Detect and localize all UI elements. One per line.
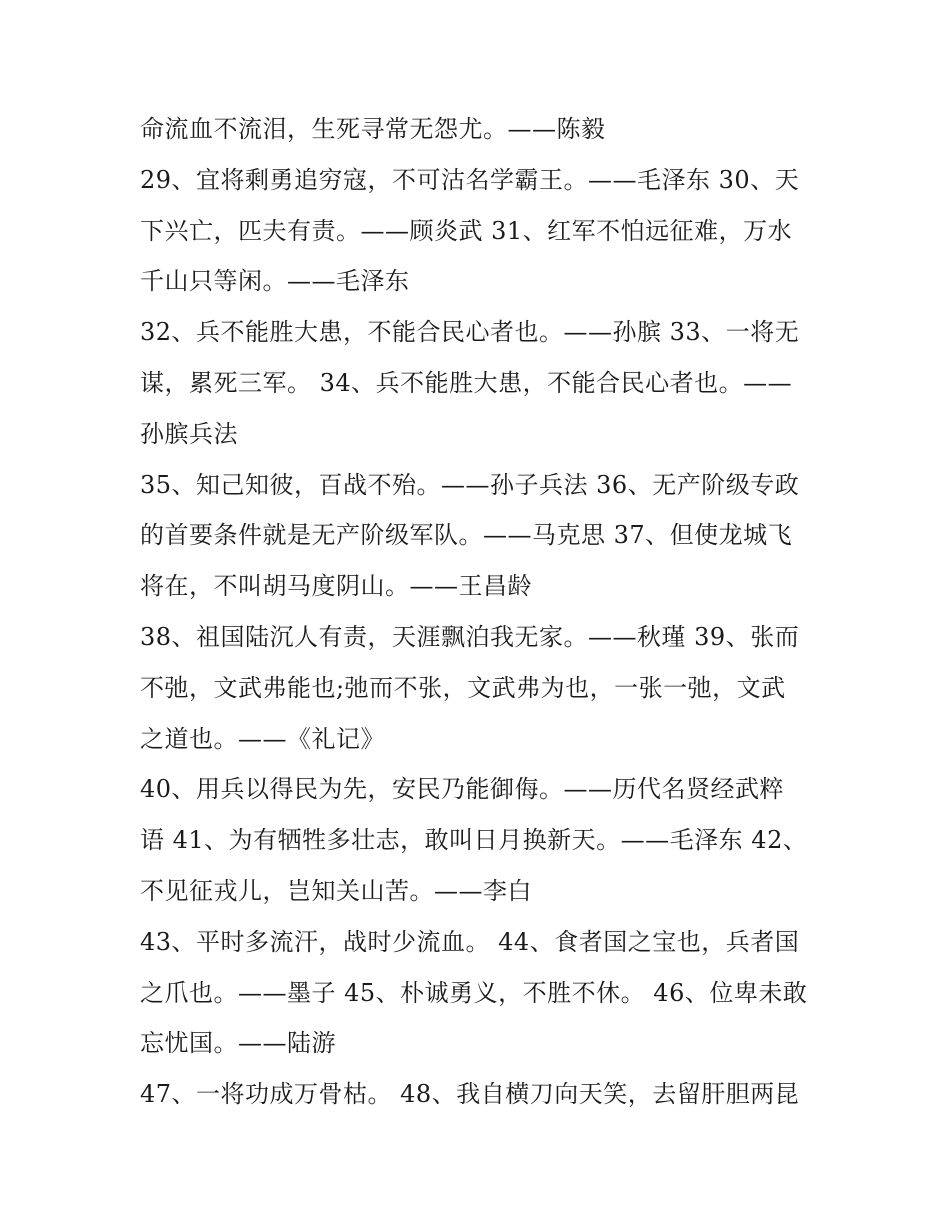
text-line: 千山只等闲。——毛泽东	[140, 267, 410, 296]
text-line: 40、用兵以得民为先，安民乃能御侮。——历代名贤经武粹	[140, 775, 785, 804]
text-line: 不弛，文武弗能也;弛而不张，文武弗为也，一张一弛，文武	[140, 673, 786, 702]
text-line: 之爪也。——墨子 45、朴诚勇义，不胜不休。 46、位卑未敢	[140, 978, 808, 1007]
text-line: 的首要条件就是无产阶级军队。——马克思 37、但使龙城飞	[140, 521, 793, 550]
text-line: 语 41、为有牺牲多壮志，敢叫日月换新天。——毛泽东 42、	[140, 826, 808, 855]
text-line: 35、知己知彼，百战不殆。——孙子兵法 36、无产阶级专政	[140, 470, 800, 499]
text-line: 下兴亡，匹夫有责。——顾炎武 31、红军不怕远征难，万水	[140, 216, 793, 245]
text-line: 将在，不叫胡马度阴山。——王昌龄	[140, 572, 532, 601]
text-line: 43、平时多流汗，战时少流血。 44、食者国之宝也，兵者国	[140, 927, 800, 956]
text-line: 命流血不流泪，生死寻常无怨尤。——陈毅	[140, 115, 606, 143]
text-line: 之道也。——《礼记》	[140, 724, 385, 753]
text-line: 38、祖国陆沉人有责，天涯飘泊我无家。——秋瑾 39、张而	[140, 622, 800, 651]
text-line: 忘忧国。——陆游	[140, 1029, 336, 1058]
text-line: 47、一将功成万骨枯。 48、我自横刀向天笑，去留肝胆两昆	[140, 1080, 800, 1109]
text-line: 谋，累死三军。 34、兵不能胜大患，不能合民心者也。——	[140, 368, 793, 397]
body-text	[140, 104, 810, 1120]
text-line: 孙膑兵法	[140, 419, 238, 448]
text-line: 32、兵不能胜大患，不能合民心者也。——孙膑 33、一将无	[140, 318, 800, 347]
text-line: 29、宜将剩勇追穷寇，不可沽名学霸王。——毛泽东 30、天	[140, 165, 800, 194]
text-line: 不见征戎儿，岂知关山苦。——李白	[140, 876, 532, 905]
